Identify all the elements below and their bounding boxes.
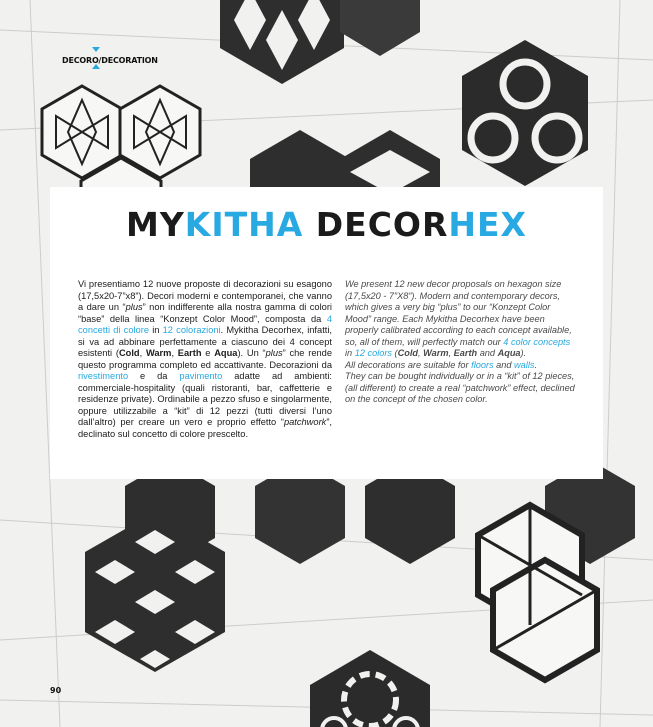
english-paragraph-3: They can be bought individually or in a “kit” of 12 pieces, (all different) to create a real “patchwork” effect, declined on the concept of the chosen color. — [345, 371, 575, 404]
title-part-kitha: KITHA — [184, 205, 304, 244]
hex-tile-top-center — [220, 0, 344, 84]
english-paragraph-1: We present 12 new decor proposals on hexagon size (17,5x20 - 7”X8”). Modern and contemporary decors, which gives a very big “plus” to our “Konzept Color Mood” range. Each Mykitha Decorhex have been properly calibrated according to each concept available, so, all of them, will perfectly match our 4 color concepts in 12 colors (Cold, Warm, Earth and Aqua). — [345, 279, 572, 358]
title-part-hex: HEX — [448, 205, 527, 244]
page-number: 90 — [50, 686, 62, 695]
title-part-my: MY — [126, 205, 185, 244]
title-part-decor: DECOR — [303, 205, 449, 244]
link-walls: walls — [514, 359, 535, 370]
link-pavimento: pavimento — [179, 371, 223, 381]
english-text-column — [345, 279, 577, 406]
link-4-concetti: 4 concetti di colore — [78, 313, 332, 335]
link-floors: floors — [471, 359, 494, 370]
link-12-colorazioni: 12 colorazioni — [162, 325, 221, 335]
italian-text-column: Vi presentiamo 12 nuove proposte di decorazioni su esagono (17,5x20-7”x8”). Decori moderni e contemporanei, che vanno a dare un “plus” non indifferente alla nostra gamma di colori “base” della linea “Konzept Color Mood”, composta da 4 concetti di colore in 12 colorazioni. Mykitha Decorhex, infatti, si va ad abbinare perfettamente a ciascuno dei 4 concept esistenti (Cold, Warm, Earth e Aqua). Un “plus” che rende questo programma completo ed accattivante. Decorazioni da rivestimento e da pavimento adatte ad ambienti: commerciale-hospitality (quali ristoranti, bar, caffetterie e residenze private). Ordinabile a pezzo sfuso e singolarmente, oppure utilizzabile a “kit” di 12 pezzi (tutti diversi l’uno dall’altro) per creare un vero e proprio effetto “patchwork”, declinato sul concetto di colore prescelto. — [78, 279, 333, 439]
hex-tile-top-mid — [340, 0, 420, 56]
link-12-colors: 12 colors — [354, 348, 392, 358]
section-tag: DECORO/DECORATION — [62, 56, 158, 65]
link-rivestimento: rivestimento — [78, 371, 129, 381]
page-title — [50, 205, 603, 244]
content-panel — [50, 187, 603, 479]
hex-tile-top-right — [462, 40, 588, 186]
hex-tile-bottom-center — [310, 650, 430, 727]
english-paragraph-2: All decorations are suitable for floors and walls. — [345, 359, 538, 370]
link-4-color-concepts: 4 color concepts — [503, 336, 571, 347]
